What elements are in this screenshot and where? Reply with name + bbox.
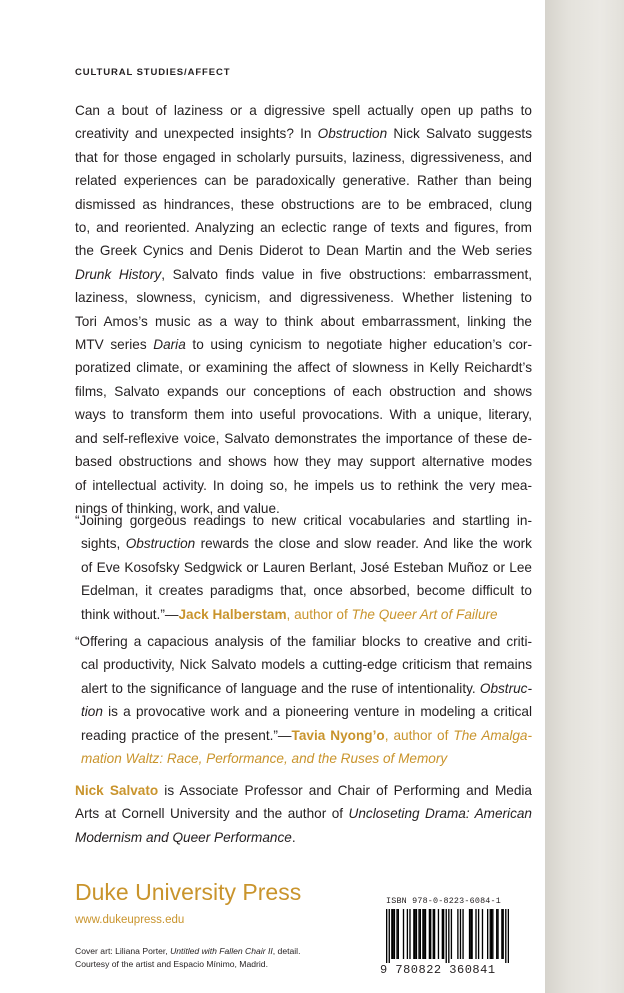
text-span: think without.”— [81, 606, 179, 622]
text-line [75, 169, 532, 192]
text-span: Tori Amos’s music as a way to think about embarrassment, linking the [75, 313, 532, 329]
text-span: Obstruction [125, 536, 196, 552]
text-span: , Salvato finds value in five obstructions: embarrassment, [161, 266, 532, 282]
text-line [75, 356, 532, 379]
barcode-bar [389, 909, 390, 963]
barcode-bar [407, 909, 408, 959]
barcode-bar [394, 909, 395, 959]
barcode-bar [469, 909, 470, 959]
barcode-bar [503, 909, 504, 959]
barcode-bar [460, 909, 461, 959]
barcode-bars [386, 909, 509, 963]
text-line [75, 310, 532, 333]
text-span: Nick Salvato suggests [387, 126, 532, 142]
barcode-bar [497, 909, 498, 959]
text-span: Obstruc- [479, 680, 532, 696]
text-line [75, 802, 532, 825]
barcode-bar [409, 909, 410, 959]
text-span: cal productivity, Nick Salvato models a cutting-edge criticism that remains [81, 657, 532, 673]
text-line [75, 99, 532, 122]
barcode-bar [420, 909, 421, 959]
barcode-bar [392, 909, 393, 959]
barcode-bar [422, 909, 423, 959]
isbn-label: ISBN 978-0-8223-6084-1 [386, 896, 501, 906]
barcode-bar [448, 909, 449, 963]
text-span: Obstruction [317, 126, 388, 142]
text-span: alert to the significance of language and the ruse of intentionality. [81, 680, 480, 696]
ean-number: 9 780822 360841 [380, 963, 496, 977]
text-span: and self-reflexive voice, Salvato demonstrates the importance of these de- [75, 430, 532, 446]
barcode-bar [438, 909, 439, 959]
barcode-bar [425, 909, 426, 959]
text-span: the Greek Cynics and Denis Diderot to Dean Martin and the Web series [75, 243, 532, 259]
text-line [75, 603, 532, 626]
text-span: The Queer Art of Failure [351, 606, 498, 622]
barcode-bar [475, 909, 476, 959]
text-line [75, 403, 532, 426]
text-line [75, 724, 532, 747]
text-span: that for those engaged in scholarly pursuits, laziness, digressiveness, and [75, 149, 532, 165]
barcode-bar [462, 909, 463, 959]
text-span: dismissed as hindrances, these obstructions are to be embraced, clung [75, 196, 532, 212]
endorsement-quote-halberstam [75, 509, 532, 626]
text-line [75, 380, 532, 403]
text-span: “Joining gorgeous readings to new critical vocabularies and startling in- [75, 513, 532, 528]
text-line [75, 556, 532, 579]
text-span: laziness, slowness, cynicism, and digressiveness. Whether listening to [75, 290, 532, 306]
text-line [75, 450, 532, 473]
text-span: based obstructions and shows how they may support alternative modes [75, 454, 532, 470]
barcode-bar [429, 909, 430, 959]
barcode-bar [403, 909, 404, 959]
barcode-bar [443, 909, 444, 959]
barcode-bar [413, 909, 414, 959]
barcode-bar [446, 909, 447, 963]
text-span: nings of thinking, work, and value. [75, 500, 280, 516]
barcode-bar [414, 909, 415, 959]
text-span: tion [81, 704, 103, 720]
text-span: rewards the close and slow reader. And like the work [195, 536, 532, 552]
barcode-bar [505, 909, 506, 963]
barcode-bar [482, 909, 483, 959]
barcode-bar [490, 909, 491, 959]
book-description [75, 99, 532, 520]
text-span: Uncloseting Drama: American [348, 806, 532, 822]
text-span: Can a bout of laziness or a digressive spell actually open up paths to [75, 103, 532, 118]
cover-credit: Cover art: Liliana Porter, Untitled with Fallen Chair II, detail. Courtesy of the artist and Espacio Mínimo, Madrid. [75, 946, 301, 970]
text-line [75, 779, 532, 802]
publisher-name: Duke University Press [75, 879, 302, 905]
text-span: of Eve Kosofsky Sedgwick or Lauren Berlant, José Esteban Muñoz or Lee [81, 559, 532, 575]
barcode-bar [471, 909, 472, 959]
text-span: of intellectual activity. In doing so, he impels us to rethink the very mea- [75, 477, 532, 493]
text-span: is a provocative work and a pioneering venture in modeling a critical [102, 704, 532, 720]
text-span: reading practice of the present.”— [81, 727, 292, 743]
isbn-barcode [380, 893, 515, 981]
text-span: ways to transform them into useful provocations. With a unique, literary, [75, 407, 532, 423]
text-span: mation Waltz: Race, Performance, and the Ruses of Memory [81, 751, 448, 767]
barcode-bar [386, 909, 387, 963]
text-line [75, 700, 532, 723]
barcode-bar [470, 909, 471, 959]
text-line [75, 239, 532, 262]
text-span: . [291, 829, 296, 845]
text-span: sights, [81, 536, 126, 552]
barcode-bar [430, 909, 431, 959]
text-span: Daria [153, 337, 186, 353]
barcode-bar [391, 909, 392, 959]
text-span: Edelman, it creates paradigms that, once absorbed, become difficult to [81, 583, 532, 599]
text-line [75, 509, 532, 532]
text-line [75, 286, 532, 309]
author-bio [75, 779, 532, 849]
text-line [75, 193, 532, 216]
endorsement-quote-nyongo [75, 630, 532, 770]
text-span: to, and reoriented. Analyzing an eclectic range of texts and figures, from [75, 220, 532, 236]
text-line [75, 333, 532, 356]
text-line [75, 579, 532, 602]
text-span: poratized climate, or examining the affect of slowness in Kelly Reichardt’s [75, 360, 532, 376]
text-span: MTV series [75, 337, 154, 353]
text-span: films, Salvato expands our conceptions of each obstruction and shows [75, 383, 532, 399]
barcode-bar [434, 909, 435, 959]
text-span: related experiences can be paradoxically generative. Rather than being [75, 173, 532, 189]
text-span: Modernism and Queer Performance [75, 829, 292, 845]
barcode-bar [478, 909, 479, 959]
text-line [75, 146, 532, 169]
publisher-url[interactable]: www.dukeupress.edu [75, 914, 185, 926]
barcode-bar [396, 909, 397, 959]
text-line [75, 474, 532, 497]
barcode-bar [491, 909, 492, 959]
text-span: The Amalga- [453, 727, 532, 743]
text-line [75, 630, 532, 653]
barcode-bar [487, 909, 488, 959]
barcode-bar [442, 909, 443, 959]
barcode-bar [424, 909, 425, 959]
text-span: Arts at Cornell University and the author of [75, 806, 349, 822]
text-line [75, 427, 532, 450]
text-span: to using cynicism to negotiate higher education’s cor- [185, 337, 532, 353]
text-line [75, 826, 532, 849]
text-line [75, 747, 532, 770]
text-span: creativity and unexpected insights? In [75, 126, 318, 142]
text-span: “Offering a capacious analysis of the familiar blocks to creative and criti- [75, 634, 532, 649]
text-line [75, 532, 532, 555]
barcode-bar [416, 909, 417, 959]
text-span: Jack Halberstam [178, 606, 287, 622]
text-line [75, 677, 532, 700]
cover-art-strip [545, 0, 624, 993]
barcode-bar [496, 909, 497, 959]
text-line [75, 263, 532, 286]
text-span: , author of [286, 606, 352, 622]
text-line [75, 216, 532, 239]
text-span: Drunk History [75, 266, 162, 282]
text-line [75, 653, 532, 676]
barcode-bar [433, 909, 434, 959]
barcode-bar [418, 909, 419, 959]
barcode-bar [501, 909, 502, 959]
barcode-bar [508, 909, 509, 963]
barcode-bar [492, 909, 493, 959]
text-span: Tavia Nyong’o [291, 727, 385, 743]
barcode-bar [457, 909, 458, 959]
text-line [75, 122, 532, 145]
barcode-bar [398, 909, 399, 959]
text-span: Nick Salvato [75, 783, 159, 798]
barcode-bar [451, 909, 452, 959]
text-span: is Associate Professor and Chair of Performing and Media [158, 783, 532, 798]
subject-category: CULTURAL STUDIES/AFFECT [75, 67, 231, 78]
text-span: , author of [384, 727, 454, 743]
